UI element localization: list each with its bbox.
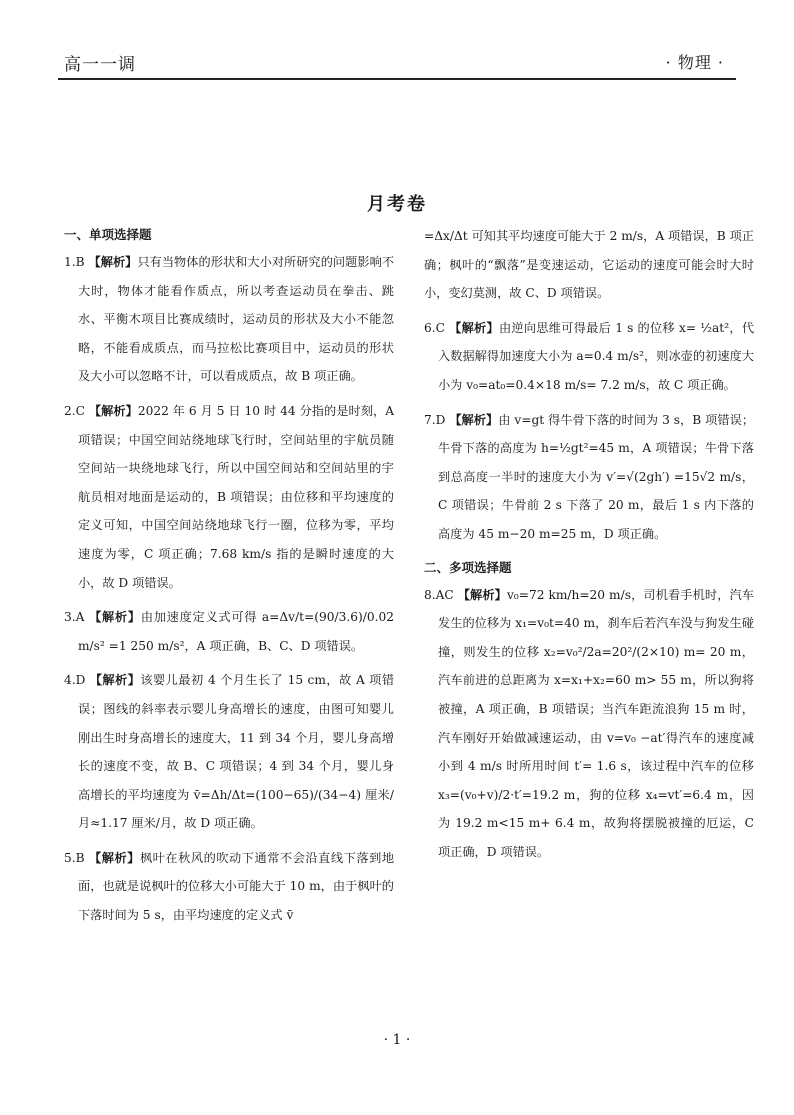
answer-text: v₀=72 km/h=20 m/s，司机看手机时，汽车发生的位移为 x₁=v₀t=40 m，刹车后若汽车没与狗发生碰撞，则发生的位移 x₂=v₀²/2a=20²/(2×10) m= 20 m，汽车前进的总距离为 x=x₁+x₂=60 m> 55 m，所以狗将被撞，A 项正确，B 项错误；当汽车距流浪狗 15 m 时，汽车刚好开始做减速运动，由 v=v₀ −at′得汽车的速度减小到 4 m/s 时所用时间 t′= 1.6 s，该过程中汽车的位移 x₃=(v₀+v)/2·t′=19.2 m，狗的位移 x₄=vt′=6.4 m，因为 19.2 m<15 m+ 6.4 m，故狗将摆脱被撞的厄运，C 项正确，D 项错误。 (438, 587, 754, 859)
answer-continuation: =Δx/Δt 可知其平均速度可能大于 2 m/s，A 项错误，B 项正确；枫叶的“飘落”是变速运动，它运动的速度可能会时大时小，变幻莫测，故 C、D 项错误。 (424, 229, 754, 301)
answer-number: 3.A (64, 610, 90, 625)
page-title: 月考卷 (367, 194, 427, 215)
answer-item (424, 406, 754, 549)
analysis-tag: 【解析】 (449, 320, 499, 335)
page-number: · 1 · (383, 1032, 411, 1048)
section-heading: 二、多项选择题 (424, 559, 512, 575)
answer-number: 6.C (424, 320, 450, 335)
analysis-tag: 【解析】 (457, 587, 507, 602)
answer-number: 1.B (64, 255, 89, 269)
answer-item (64, 397, 394, 597)
analysis-tag: 【解析】 (89, 850, 140, 865)
answer-text: 由加速度定义式可得 a=Δv/t=(90/3.6)/0.02 m/s² =1 250 m/s²，A 项正确，B、C、D 项错误。 (78, 610, 394, 653)
answer-text: 只有当物体的形状和大小对所研究的问题影响不大时，物体才能看作质点，所以考查运动员在拳击、跳水、平衡木项目比赛成绩时，运动员的形状及大小不能忽略，不能看成质点，而马拉松比赛项目中，运动员的形状及大小可以忽略不计，可以看成质点，故 B 项正确。 (78, 255, 395, 384)
answer-item (64, 248, 394, 391)
answer-text: 由逆向思维可得最后 1 s 的位移 x= ½at²，代入数据解得加速度大小为 a=0.4 m/s²，则冰壶的初速度大小为 v₀=at₀=0.4×18 m/s= 7.2 m/s，故 C 项正确。 (438, 320, 755, 392)
analysis-tag: 【解析】 (88, 403, 138, 418)
header-grade: 高一一调 (64, 55, 136, 75)
analysis-tag: 【解析】 (449, 412, 499, 427)
answer-text: 2022 年 6 月 5 日 10 时 44 分指的是时刻，A 项错误；中国空间站绕地球飞行时，空间站里的宇航员随空间站一块绕地球飞行，所以中国空间站和空间站里的宇航员相对地面是运动的，B 项错误；由位移和平均速度的定义可知，中国空间站绕地球飞行一圈，位移为零，平均速度为零，C 项正确；7.68 km/s 指的是瞬时速度的大小，故 D 项错误。 (78, 403, 394, 590)
analysis-tag: 【解析】 (89, 610, 141, 625)
answer-item (424, 314, 754, 400)
answer-number: 8.AC (424, 587, 458, 602)
answer-text: 由 v=gt 得牛骨下落的时间为 3 s，B 项错误；牛骨下落的高度为 h=½gt²=45 m，A 项错误；牛骨下落到总高度一半时的速度大小为 v′=√(2gh′) =15√2 m/s，C 项错误；牛骨前 2 s 下落了 20 m，最后 1 s 内下落的高度为 45 m−20 m=25 m，D 项正确。 (438, 412, 755, 541)
answer-item (64, 666, 394, 838)
answer-number: 5.B (64, 850, 90, 865)
answer-number: 7.D (424, 412, 450, 427)
header-subject: · 物理 · (665, 53, 724, 72)
answer-item (424, 581, 754, 867)
left-column (64, 222, 394, 936)
right-column (424, 222, 754, 872)
analysis-tag: 【解析】 (89, 673, 141, 688)
answer-number: 4.D (64, 673, 90, 688)
answer-item (64, 844, 394, 930)
answer-text: 该婴儿最初 4 个月生长了 15 cm，故 A 项错误；图线的斜率表示婴儿身高增长的速度，由图可知婴儿刚出生时身高增长的速度大，11 到 34 个月，婴儿身高增长的速度不变，故 B、C 项错误；4 到 34 个月，婴儿身高增长的平均速度为 v̄=Δh/Δt=(100−65)/(34−4) 厘米/月≈1.17 厘米/月，故 D 项正确。 (78, 673, 395, 831)
answer-number: 2.C (64, 403, 89, 418)
analysis-tag: 【解析】 (88, 255, 138, 269)
section-heading: 一、单项选择题 (64, 227, 152, 242)
answer-item (64, 603, 394, 660)
answer-text: 枫叶在秋风的吹动下通常不会沿直线下落到地面，也就是说枫叶的位移大小可能大于 10 m，由于枫叶的下落时间为 5 s，由平均速度的定义式 v̄ (78, 850, 395, 923)
header-rule (58, 78, 736, 80)
